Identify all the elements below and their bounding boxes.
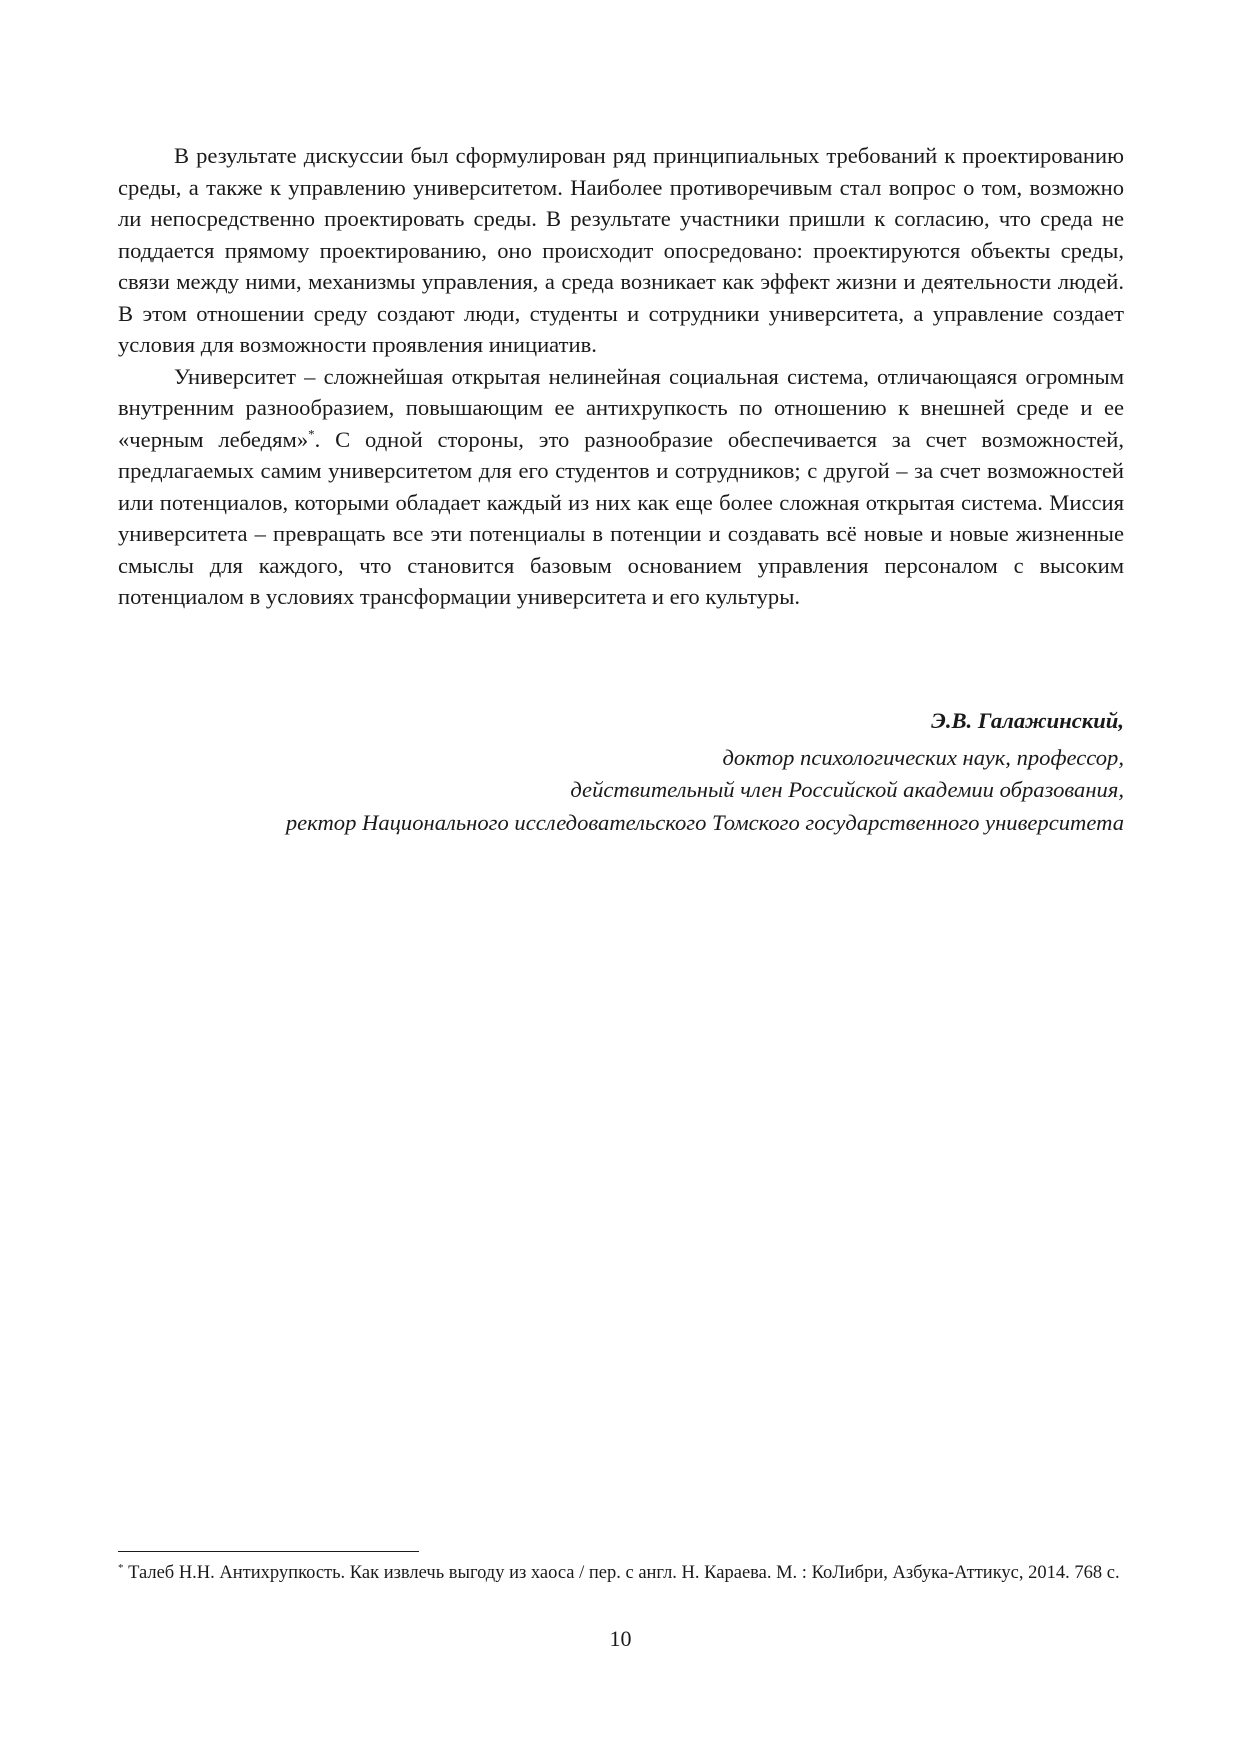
author-degree: доктор психологических наук, профессор,: [722, 744, 1124, 770]
paragraph-text-before-ref: Университет – сложнейшая открытая нелинейная социальная система, отличающаяся огромным внутренним разнообразием, повышающим ее антихрупкость по отношению к внешней среде и ее «черным лебедям»: [118, 363, 1124, 452]
paragraph-university: [118, 361, 1124, 613]
author-name: Э.В. Галажинский,: [931, 708, 1124, 733]
page-number: 10: [609, 1626, 632, 1651]
signature-block: [286, 705, 1124, 839]
footnote-text: Талеб Н.Н. Антихрупкость. Как извлечь выгоду из хаоса / пер. с англ. Н. Караева. М. : КоЛибри, Азбука-Аттикус, 2014. 768 с.: [128, 1563, 1120, 1583]
footnote-divider: [118, 1551, 419, 1552]
author-position: ректор Национального исследовательского Томского государственного университета: [285, 809, 1124, 835]
footnote-mark: *: [118, 1561, 124, 1574]
body-text: [118, 140, 1124, 613]
footnote-reference: *: [308, 425, 315, 441]
paragraph-discussion: В результате дискуссии был сформулирован ряд принципиальных требований к проектированию среды, а также к управлению университетом. Наиболее противоречивым стал вопрос о том, возможно ли непосредственно проектировать среды. В результате участники пришли к согласию, что среда не поддается прямому проектированию, оно происходит опосредовано: проектируются объекты среды, связи между ними, механизмы управления, а среда возникает как эффект жизни и деятельности людей. В этом отношении среду создают люди, студенты и сотрудники университета, а управление создает условия для возможности проявления инициатив.: [118, 143, 1124, 357]
footnote: [118, 1561, 1124, 1585]
author-membership: действительный член Российской академии образования,: [570, 777, 1124, 802]
paragraph-text-after-ref: . С одной стороны, это разнообразие обеспечивается за счет возможностей, предлагаемых самим университетом для его студентов и сотрудников; с другой – за счет возможностей или потенциалов, которыми обладает каждый из них как еще более сложная открытая система. Миссия университета – превращать все эти потенциалы в потенции и создавать всё новые и новые жизненные смыслы для каждого, что становится базовым основанием управления персоналом с высоким потенциалом в условиях трансформации университета и его культуры.: [118, 426, 1124, 609]
